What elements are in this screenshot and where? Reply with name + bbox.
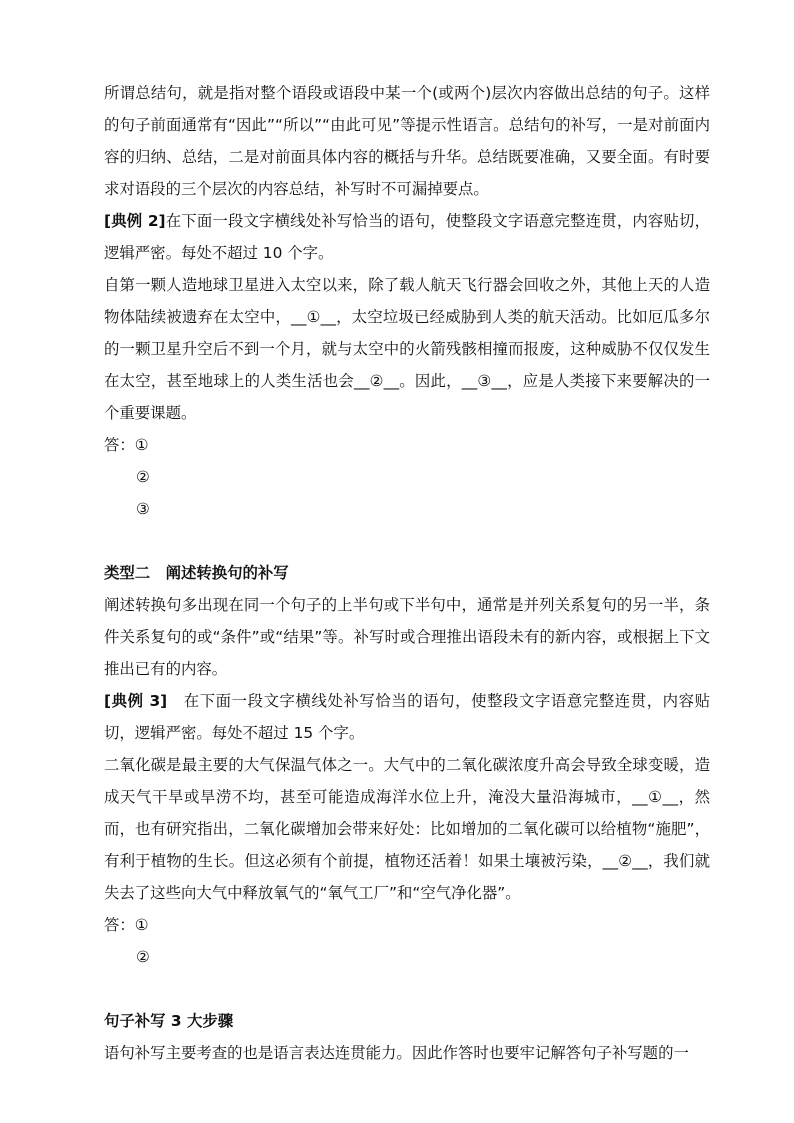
spacer <box>104 973 710 1005</box>
document-page <box>104 77 710 1069</box>
steps-heading: 句子补写 3 大步骤 <box>104 1012 234 1030</box>
answer-marker: ① <box>134 436 149 454</box>
type-2-heading: 类型二 阐述转换句的补写 <box>104 564 289 582</box>
spacer <box>104 525 710 557</box>
example-3-passage: 二氧化碳是最主要的大气保温气体之一。大气中的二氧化碳浓度升高会导致全球变暖，造成天气干旱或旱涝不均，甚至可能造成海洋水位上升，淹没大量沿海城市，__①__，然而，也有研究指出，二氧化碳增加会带来好处：比如增加的二氧化碳可以给植物“施肥”，有利于植物的生长。但这必须有个前提，植物还活着！如果土壤被污染，__②__，我们就失去了这些向大气中释放氧气的“氧气工厂”和“空气净化器”。 <box>104 756 710 902</box>
answer-prefix: 答： <box>104 916 135 934</box>
intro-paragraph: 所谓总结句，就是指对整个语段或语段中某一个(或两个)层次内容做出总结的句子。这样的句子前面通常有“因此”“所以”“由此可见”等提示性语言。总结句的补写，一是对前面内容的归纳、总结，二是对前面具体内容的概括与升华。总结既要准确，又要全面。有时要求对语段的三个层次的内容总结，补写时不可漏掉要点。 <box>104 84 710 198</box>
example-2-instruction <box>104 205 710 269</box>
answer-prefix: 答： <box>104 436 135 454</box>
example-3-answer-2: ② <box>136 948 150 966</box>
example-2-answer-1 <box>104 429 710 461</box>
answer-marker: ① <box>134 916 149 934</box>
example-2-instruction-text: 在下面一段文字横线处补写恰当的语句，使整段文字语意完整连贯，内容贴切，逻辑严密。每处不超过 10 个字。 <box>104 212 710 262</box>
example-3-answer-1 <box>104 909 710 941</box>
example-2-answer-3: ③ <box>136 500 150 518</box>
example-2-answer-2: ② <box>136 468 150 486</box>
example-2-label: [典例 2] <box>104 212 166 230</box>
example-3-instruction-text: 在下面一段文字横线处补写恰当的语句，使整段文字语意完整连贯，内容贴切，逻辑严密。每处不超过 15 个字。 <box>104 692 710 742</box>
example-2-passage: 自第一颗人造地球卫星进入太空以来，除了载人航天飞行器会回收之外，其他上天的人造物体陆续被遗弃在太空中，__①__，太空垃圾已经威胁到人类的航天活动。比如厄瓜多尔的一颗卫星升空后不到一个月，就与太空中的火箭残骸相撞而报废，这种威胁不仅仅发生在太空，甚至地球上的人类生活也会__②__。因此，__③__，应是人类接下来要解决的一个重要课题。 <box>104 276 710 422</box>
type-2-paragraph: 阐述转换句多出现在同一个句子的上半句或下半句中，通常是并列关系复句的另一半，条件关系复句的或“条件”或“结果”等。补写时或合理推出语段未有的新内容，或根据上下文推出已有的内容。 <box>104 596 710 678</box>
example-3-instruction <box>104 685 710 749</box>
example-3-label: [典例 3] <box>104 692 168 710</box>
steps-paragraph: 语句补写主要考查的也是语言表达连贯能力。因此作答时也要牢记解答句子补写题的一 <box>104 1044 689 1062</box>
